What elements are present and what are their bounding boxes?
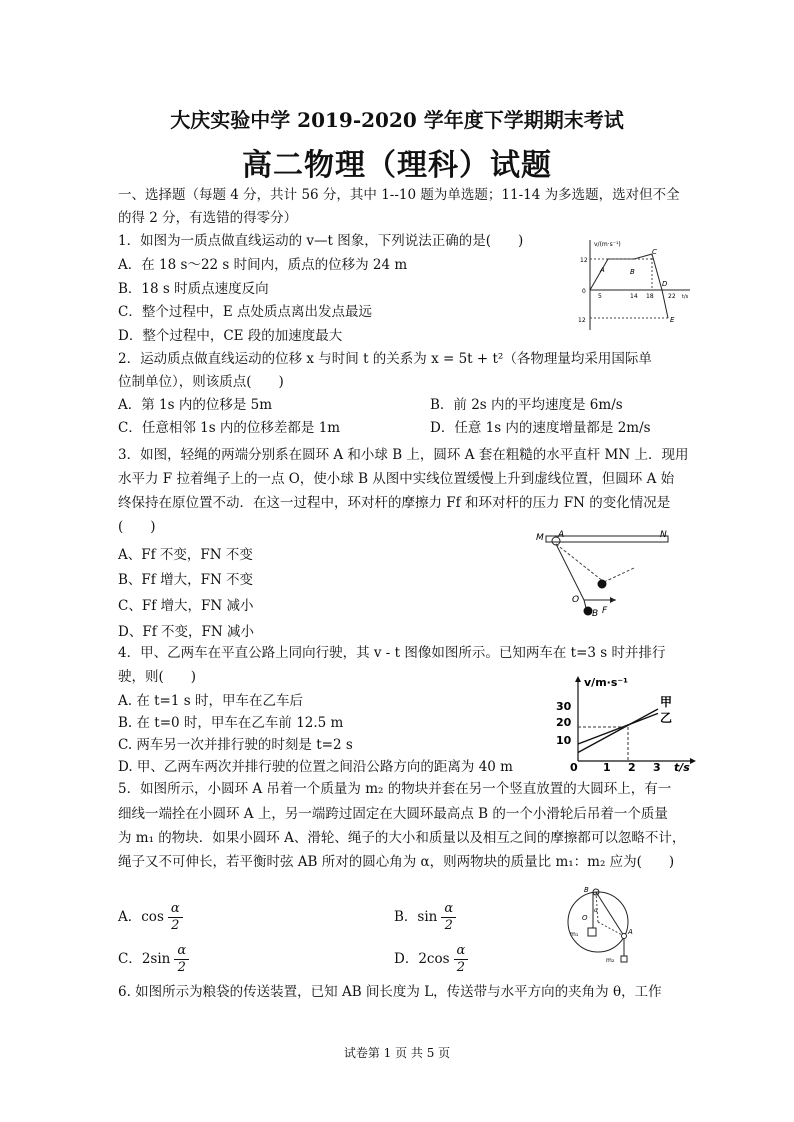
q3-fig-rod [546,536,668,542]
q5-option-c-num: α [174,943,189,960]
q5-option-a-fraction [168,901,183,934]
q4-fig-y30: 30 [556,700,572,713]
q5-option-a-num: α [168,901,183,918]
q3-fig-M: M [536,533,544,543]
section-heading-line1: 一、选择题（每题 4 分，共计 56 分，其中 1--10 题为单选题；11-14 为多选题，选对但不全 [118,187,680,203]
q1-fig-x14: 14 [630,293,638,300]
exam-title: 大庆实验中学 2019-2020 学年度下学期期末考试 [170,108,624,132]
q5-fig-small-ring [622,934,627,939]
q4-option-d: D. 甲、乙两车两次并排行驶的位置之间沿公路方向的距离为 40 m [118,759,513,775]
q3-fig-F: F [602,606,608,616]
q4-fig-ylabel: v/m·s⁻¹ [584,676,628,689]
q2-option-a: A．第 1s 内的位移是 5m [118,397,273,413]
q6-stem-line1: 6. 如图所示为粮袋的传送装置，已知 AB 间长度为 L，传送带与水平方向的夹角为 θ，工作 [118,984,662,1000]
q3-option-d: D、Ff 不变，FN 减小 [118,624,254,640]
q1-option-a: A．在 18 s～22 s 时间内，质点的位移为 24 m [118,257,408,273]
q5-option-b-den: 2 [444,918,453,933]
q5-option-a-den: 2 [171,918,180,933]
q1-stem: 1．如图为一质点做直线运动的 v—t 图象，下列说法正确的是( ) [118,233,524,249]
q4-fig-x3: 3 [653,761,661,772]
q1-option-b: B．18 s 时质点速度反向 [118,281,269,297]
q3-stem-line2: 水平力 F 拉着绳子上的一点 O，使小球 B 从图中实线位置缓慢上升到虚线位置，但圆环 A 始 [118,471,675,487]
q3-option-a: A、Ff 不变，FN 不变 [118,547,253,563]
q4-fig-x1: 1 [603,761,611,772]
q5-fig-A: A [628,928,633,936]
q5-option-c-den: 2 [177,960,186,975]
q4-fig-x0: 0 [570,761,578,772]
q4-option-b: B. 在 t=0 时，甲车在乙车前 12.5 m [118,715,344,731]
q5-option-d [394,942,468,976]
q1-fig-E: E [670,316,675,324]
q1-fig-yneg12: 12 [578,317,586,324]
q1-vt-graph [570,234,700,334]
q3-stem-line3: 终保持在原位置不动．在这一过程中，环对杆的摩擦力 Ff 和环对杆的压力 FN 的变化情况是 [118,495,671,511]
q2-option-c: C．任意相邻 1s 内的位移差都是 1m [118,420,341,436]
q5-fig-m2: m₂ [606,957,615,964]
q3-option-b: B、Ff 增大，FN 不变 [118,572,254,588]
q5-option-d-fraction [454,943,469,976]
q5-option-c-fraction [174,943,189,976]
q3-paren: ( ) [118,519,156,535]
q3-fig-N: N [660,530,667,540]
q5-fig-alpha: α [594,907,598,914]
q4-fig-label-jia: 甲 [660,695,673,709]
q3-rope-diagram [534,528,674,618]
page-footer: 试卷第 1 页 共 5 页 [343,1046,451,1060]
q1-fig-A: A [600,266,605,274]
q2-option-d: D．任意 1s 内的速度增量都是 2m/s [430,420,651,436]
q5-option-c-prefix: C．2sin [118,951,171,967]
q5-stem-line4: 绳子又不可伸长，若平衡时弦 AB 所对的圆心角为 α，则两物块的质量比 m₁：m₂ 应为( ) [118,854,675,870]
q5-fig-B: B [584,886,589,894]
q3-fig-A: A [558,530,565,540]
q2-stem-line1: 2．运动质点做直线运动的位移 x 与时间 t 的关系为 x = 5t + t²（各物理量均采用国际单 [118,351,652,367]
q4-fig-series [578,709,658,761]
q5-option-b [394,900,456,934]
q5-option-d-den: 2 [456,960,466,975]
q5-option-c [118,942,189,976]
q5-option-b-num: α [441,901,456,918]
q5-stem-line2: 细线一端拴在小圆环 A 上，另一端跨过固定在大圆环最高点 B 的一个小滑轮后吊着一个质量 [118,806,668,822]
q1-fig-x22: 22 [668,293,676,300]
q4-fig-x2: 2 [628,761,636,772]
q4-option-c: C. 两车另一次并排行驶的时刻是 t=2 s [118,737,353,753]
q4-fig-line-yi [578,713,658,744]
q1-option-c: C．整个过程中，E 点处质点离出发点最远 [118,304,372,320]
q5-fig-O: O [582,914,588,922]
q1-fig-y0: 0 [582,288,586,295]
q4-fig-xlabel: t/s [674,761,690,772]
q5-option-b-prefix: B．sin [394,909,438,925]
q4-option-a: A. 在 t=1 s 时，甲车在乙车后 [118,693,303,709]
q5-stem-line1: 5．如图所示，小圆环 A 吊着一个质量为 m₂ 的物块并套在另一个竖直放置的大圆环上，有一 [118,781,672,797]
q4-fig-y10: 10 [556,734,572,747]
q5-option-d-prefix: D．2cos [394,951,450,967]
q4-fig-line-jia [578,709,658,753]
q3-fig-ball-dashed [598,580,607,589]
q4-stem-line1: 4．甲、乙两车在平直公路上同向行驶，其 v - t 图像如图所示。已知两车在 t=3 s 时并排行 [118,645,666,661]
q5-stem-line3: 为 m₁ 的物块．如果小圆环 A、滑轮、绳子的大小和质量以及相互之间的摩擦都可以忽略不计， [118,830,686,846]
q5-option-a-prefix: A．cos [118,909,164,925]
q5-option-a [118,900,183,934]
q5-fig-m1-block [588,928,596,936]
q1-fig-C: C [652,248,657,256]
q1-fig-x5: 5 [598,293,602,300]
q3-fig-ring [552,537,560,545]
q5-option-d-num: α [454,943,469,960]
q3-fig-B: B [592,609,599,618]
q1-fig-x18: 18 [646,293,654,300]
q4-vt-chart [552,672,702,772]
q1-fig-xunit: t/s [682,294,689,300]
q4-fig-label-yi: 乙 [660,711,673,725]
q3-fig-O: O [572,595,580,605]
q4-stem-line2: 驶，则( ) [118,669,197,685]
q1-fig-B: B [630,268,635,276]
q1-fig-D: D [662,280,668,288]
q5-ring-diagram [560,884,650,966]
q2-stem-line2: 位制单位），则该质点( ) [118,374,284,390]
q5-option-b-fraction [441,901,456,934]
q5-fig-m2-block [621,956,627,962]
exam-subtitle: 高二物理（理科）试题 [242,148,552,183]
q2-option-b: B．前 2s 内的平均速度是 6m/s [430,397,623,413]
q1-option-d: D．整个过程中，CE 段的加速度最大 [118,328,343,344]
q1-fig-y12: 12 [580,257,588,264]
q4-fig-y20: 20 [556,716,572,729]
section-heading-line2: 的得 2 分，有选错的得零分） [118,210,298,226]
q1-fig-ylabel: v/(m·s⁻¹) [594,241,621,248]
q5-fig-m1: m₁ [570,931,579,938]
q3-stem-line1: 3．如图，轻绳的两端分别系在圆环 A 和小球 B 上，圆环 A 套在粗糙的水平直杆 MN 上．现用 [118,447,689,463]
q3-option-c: C、Ff 增大，FN 减小 [118,598,254,614]
q1-fig-curve [590,254,668,318]
